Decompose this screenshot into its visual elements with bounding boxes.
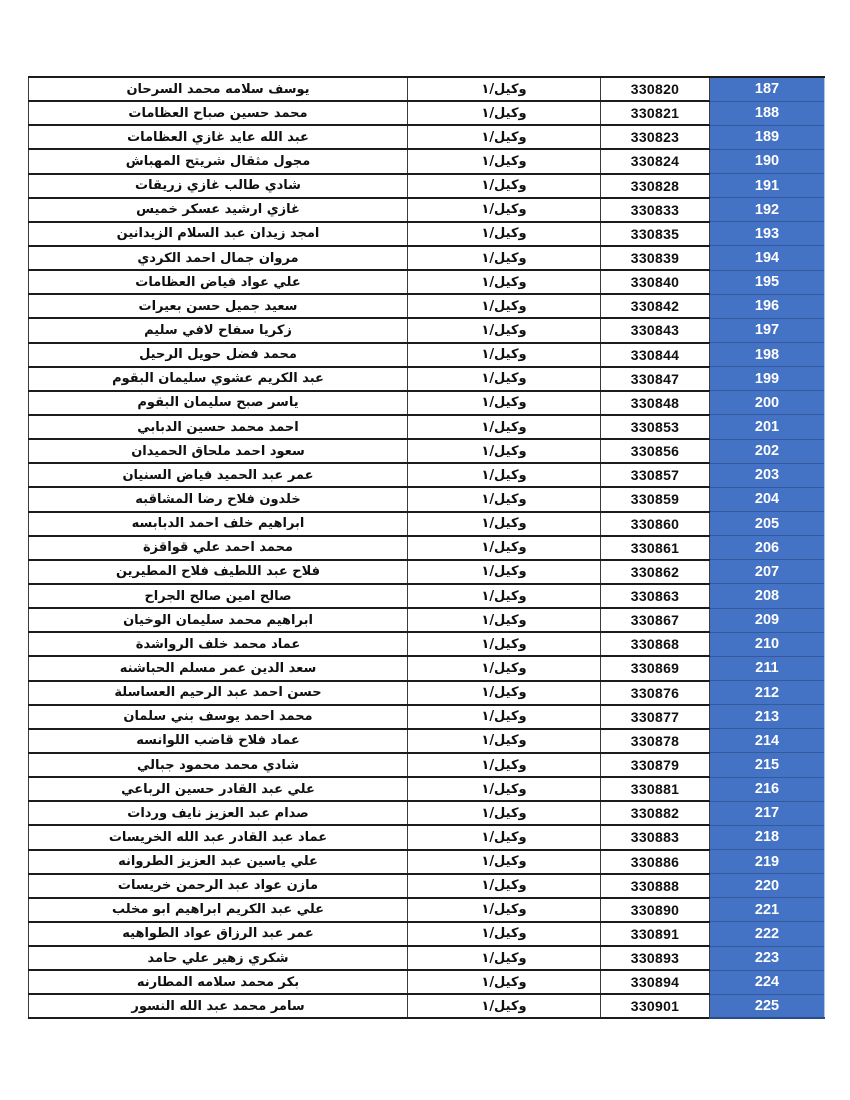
employee-number-cell: 330868	[601, 632, 710, 656]
serial-number-cell: 213	[710, 705, 825, 729]
rank-cell: وكيل/١	[408, 343, 601, 367]
serial-number-cell: 215	[710, 753, 825, 777]
serial-number-cell: 188	[710, 101, 825, 125]
table-row	[29, 850, 825, 874]
employee-number-cell: 330844	[601, 343, 710, 367]
serial-number-cell: 221	[710, 898, 825, 922]
table-row	[29, 632, 825, 656]
employee-number-cell: 330862	[601, 560, 710, 584]
table-row	[29, 343, 825, 367]
serial-number-cell: 225	[710, 994, 825, 1018]
name-cell: بكر محمد سلامه المطارنه	[29, 970, 408, 994]
employee-number-cell: 330821	[601, 101, 710, 125]
employee-number-cell: 330857	[601, 463, 710, 487]
name-cell: شادي محمد محمود جبالي	[29, 753, 408, 777]
employee-number-cell: 330859	[601, 487, 710, 511]
table-row	[29, 898, 825, 922]
serial-number-cell: 187	[710, 77, 825, 101]
name-cell: خلدون فلاح رضا المشاقبه	[29, 487, 408, 511]
employee-number-cell: 330842	[601, 294, 710, 318]
employee-number-cell: 330894	[601, 970, 710, 994]
serial-number-cell: 195	[710, 270, 825, 294]
serial-number-cell: 216	[710, 777, 825, 801]
employee-number-cell: 330890	[601, 898, 710, 922]
employee-number-cell: 330860	[601, 512, 710, 536]
rank-cell: وكيل/١	[408, 922, 601, 946]
rank-cell: وكيل/١	[408, 439, 601, 463]
employee-number-cell: 330839	[601, 246, 710, 270]
rank-cell: وكيل/١	[408, 270, 601, 294]
serial-number-cell: 211	[710, 656, 825, 680]
employee-number-cell: 330893	[601, 946, 710, 970]
rank-cell: وكيل/١	[408, 753, 601, 777]
employee-number-cell: 330843	[601, 318, 710, 342]
employee-number-cell: 330833	[601, 198, 710, 222]
name-cell: مجول مثقال شريتح المهباش	[29, 149, 408, 173]
name-cell: سامر محمد عبد الله النسور	[29, 994, 408, 1018]
table-row	[29, 656, 825, 680]
table-row	[29, 367, 825, 391]
rank-cell: وكيل/١	[408, 318, 601, 342]
rank-cell: وكيل/١	[408, 77, 601, 101]
rank-cell: وكيل/١	[408, 222, 601, 246]
rank-cell: وكيل/١	[408, 898, 601, 922]
personnel-table	[28, 76, 825, 1019]
table-row	[29, 246, 825, 270]
table-row	[29, 970, 825, 994]
employee-number-cell: 330848	[601, 391, 710, 415]
name-cell: عماد محمد خلف الرواشدة	[29, 632, 408, 656]
name-cell: ياسر صبح سليمان البقوم	[29, 391, 408, 415]
rank-cell: وكيل/١	[408, 801, 601, 825]
rank-cell: وكيل/١	[408, 777, 601, 801]
serial-number-cell: 224	[710, 970, 825, 994]
name-cell: امجد زيدان عبد السلام الزيدانين	[29, 222, 408, 246]
employee-number-cell: 330881	[601, 777, 710, 801]
serial-number-cell: 212	[710, 681, 825, 705]
serial-number-cell: 209	[710, 608, 825, 632]
employee-number-cell: 330847	[601, 367, 710, 391]
name-cell: زكريا سفاح لافي سليم	[29, 318, 408, 342]
serial-number-cell: 199	[710, 367, 825, 391]
rank-cell: وكيل/١	[408, 850, 601, 874]
employee-number-cell: 330835	[601, 222, 710, 246]
roster-body	[29, 77, 825, 1018]
table-row	[29, 753, 825, 777]
serial-number-cell: 220	[710, 874, 825, 898]
serial-number-cell: 201	[710, 415, 825, 439]
table-row	[29, 318, 825, 342]
serial-number-cell: 223	[710, 946, 825, 970]
name-cell: عماد عبد القادر عبد الله الخريسات	[29, 825, 408, 849]
employee-number-cell: 330883	[601, 825, 710, 849]
name-cell: مازن عواد عبد الرحمن خريسات	[29, 874, 408, 898]
rank-cell: وكيل/١	[408, 970, 601, 994]
name-cell: ابراهيم محمد سليمان الوخيان	[29, 608, 408, 632]
serial-number-cell: 219	[710, 850, 825, 874]
serial-number-cell: 208	[710, 584, 825, 608]
employee-number-cell: 330820	[601, 77, 710, 101]
employee-number-cell: 330886	[601, 850, 710, 874]
table-row	[29, 801, 825, 825]
table-row	[29, 584, 825, 608]
serial-number-cell: 193	[710, 222, 825, 246]
employee-number-cell: 330891	[601, 922, 710, 946]
table-row	[29, 174, 825, 198]
serial-number-cell: 191	[710, 174, 825, 198]
serial-number-cell: 222	[710, 922, 825, 946]
name-cell: صالح امين صالح الجراح	[29, 584, 408, 608]
serial-number-cell: 218	[710, 825, 825, 849]
employee-number-cell: 330869	[601, 656, 710, 680]
name-cell: محمد فضل حويل الرحيل	[29, 343, 408, 367]
rank-cell: وكيل/١	[408, 536, 601, 560]
name-cell: سعود احمد ملحاق الحميدان	[29, 439, 408, 463]
table-row	[29, 439, 825, 463]
table-row	[29, 487, 825, 511]
rank-cell: وكيل/١	[408, 825, 601, 849]
rank-cell: وكيل/١	[408, 415, 601, 439]
employee-number-cell: 330877	[601, 705, 710, 729]
employee-number-cell: 330888	[601, 874, 710, 898]
serial-number-cell: 206	[710, 536, 825, 560]
table-row	[29, 149, 825, 173]
rank-cell: وكيل/١	[408, 487, 601, 511]
employee-number-cell: 330823	[601, 125, 710, 149]
name-cell: سعد الدين عمر مسلم الحباشنه	[29, 656, 408, 680]
name-cell: صدام عبد العزيز نايف وردات	[29, 801, 408, 825]
table-row	[29, 536, 825, 560]
serial-number-cell: 197	[710, 318, 825, 342]
rank-cell: وكيل/١	[408, 198, 601, 222]
name-cell: عمر عبد الحميد فياض السنيان	[29, 463, 408, 487]
name-cell: علي عبد القادر حسين الرباعي	[29, 777, 408, 801]
rank-cell: وكيل/١	[408, 125, 601, 149]
table-row	[29, 922, 825, 946]
serial-number-cell: 214	[710, 729, 825, 753]
name-cell: عبد الله عايد غازي العظامات	[29, 125, 408, 149]
name-cell: محمد احمد علي قواقزة	[29, 536, 408, 560]
rank-cell: وكيل/١	[408, 149, 601, 173]
employee-number-cell: 330861	[601, 536, 710, 560]
name-cell: ابراهيم خلف احمد الدبابسه	[29, 512, 408, 536]
serial-number-cell: 210	[710, 632, 825, 656]
employee-number-cell: 330856	[601, 439, 710, 463]
table-row	[29, 77, 825, 101]
table-row	[29, 391, 825, 415]
table-row	[29, 825, 825, 849]
table-row	[29, 874, 825, 898]
serial-number-cell: 204	[710, 487, 825, 511]
serial-number-cell: 203	[710, 463, 825, 487]
name-cell: محمد احمد يوسف بني سلمان	[29, 705, 408, 729]
serial-number-cell: 207	[710, 560, 825, 584]
serial-number-cell: 190	[710, 149, 825, 173]
rank-cell: وكيل/١	[408, 608, 601, 632]
name-cell: شادي طالب غازي زريقات	[29, 174, 408, 198]
serial-number-cell: 192	[710, 198, 825, 222]
rank-cell: وكيل/١	[408, 729, 601, 753]
rank-cell: وكيل/١	[408, 512, 601, 536]
employee-number-cell: 330901	[601, 994, 710, 1018]
name-cell: يوسف سلامه محمد السرحان	[29, 77, 408, 101]
table-row	[29, 294, 825, 318]
employee-number-cell: 330863	[601, 584, 710, 608]
name-cell: حسن احمد عبد الرحيم العساسلة	[29, 681, 408, 705]
name-cell: عبد الكريم عشوي سليمان البقوم	[29, 367, 408, 391]
serial-number-cell: 194	[710, 246, 825, 270]
personnel-table-container	[29, 76, 825, 1019]
employee-number-cell: 330882	[601, 801, 710, 825]
employee-number-cell: 330876	[601, 681, 710, 705]
name-cell: علي عبد الكريم ابراهيم ابو مخلب	[29, 898, 408, 922]
serial-number-cell: 202	[710, 439, 825, 463]
rank-cell: وكيل/١	[408, 584, 601, 608]
table-row	[29, 608, 825, 632]
table-row	[29, 705, 825, 729]
rank-cell: وكيل/١	[408, 705, 601, 729]
table-row	[29, 270, 825, 294]
name-cell: علي ياسين عبد العزيز الطروانه	[29, 850, 408, 874]
serial-number-cell: 200	[710, 391, 825, 415]
table-row	[29, 729, 825, 753]
rank-cell: وكيل/١	[408, 294, 601, 318]
table-row	[29, 463, 825, 487]
rank-cell: وكيل/١	[408, 246, 601, 270]
name-cell: شكري زهير علي حامد	[29, 946, 408, 970]
table-row	[29, 777, 825, 801]
table-row	[29, 946, 825, 970]
employee-number-cell: 330867	[601, 608, 710, 632]
name-cell: مروان جمال احمد الكردي	[29, 246, 408, 270]
name-cell: غازي ارشيد عسكر خميس	[29, 198, 408, 222]
table-row	[29, 512, 825, 536]
name-cell: سعيد جميل حسن بعيرات	[29, 294, 408, 318]
name-cell: محمد حسين صباح العظامات	[29, 101, 408, 125]
rank-cell: وكيل/١	[408, 560, 601, 584]
table-row	[29, 994, 825, 1018]
employee-number-cell: 330824	[601, 149, 710, 173]
employee-number-cell: 330828	[601, 174, 710, 198]
name-cell: احمد محمد حسين الدبابي	[29, 415, 408, 439]
employee-number-cell: 330879	[601, 753, 710, 777]
rank-cell: وكيل/١	[408, 681, 601, 705]
name-cell: عمر عبد الرزاق عواد الطواهيه	[29, 922, 408, 946]
serial-number-cell: 205	[710, 512, 825, 536]
table-row	[29, 560, 825, 584]
employee-number-cell: 330853	[601, 415, 710, 439]
rank-cell: وكيل/١	[408, 632, 601, 656]
name-cell: عماد فلاح قاضب اللوانسه	[29, 729, 408, 753]
table-row	[29, 125, 825, 149]
table-row	[29, 415, 825, 439]
rank-cell: وكيل/١	[408, 367, 601, 391]
rank-cell: وكيل/١	[408, 463, 601, 487]
rank-cell: وكيل/١	[408, 101, 601, 125]
serial-number-cell: 189	[710, 125, 825, 149]
rank-cell: وكيل/١	[408, 656, 601, 680]
table-row	[29, 222, 825, 246]
table-row	[29, 681, 825, 705]
rank-cell: وكيل/١	[408, 874, 601, 898]
rank-cell: وكيل/١	[408, 174, 601, 198]
rank-cell: وكيل/١	[408, 946, 601, 970]
rank-cell: وكيل/١	[408, 994, 601, 1018]
table-row	[29, 198, 825, 222]
table-row	[29, 101, 825, 125]
name-cell: علي عواد فياض العظامات	[29, 270, 408, 294]
employee-number-cell: 330878	[601, 729, 710, 753]
name-cell: فلاح عبد اللطيف فلاح المطيرين	[29, 560, 408, 584]
serial-number-cell: 196	[710, 294, 825, 318]
serial-number-cell: 217	[710, 801, 825, 825]
serial-number-cell: 198	[710, 343, 825, 367]
employee-number-cell: 330840	[601, 270, 710, 294]
rank-cell: وكيل/١	[408, 391, 601, 415]
